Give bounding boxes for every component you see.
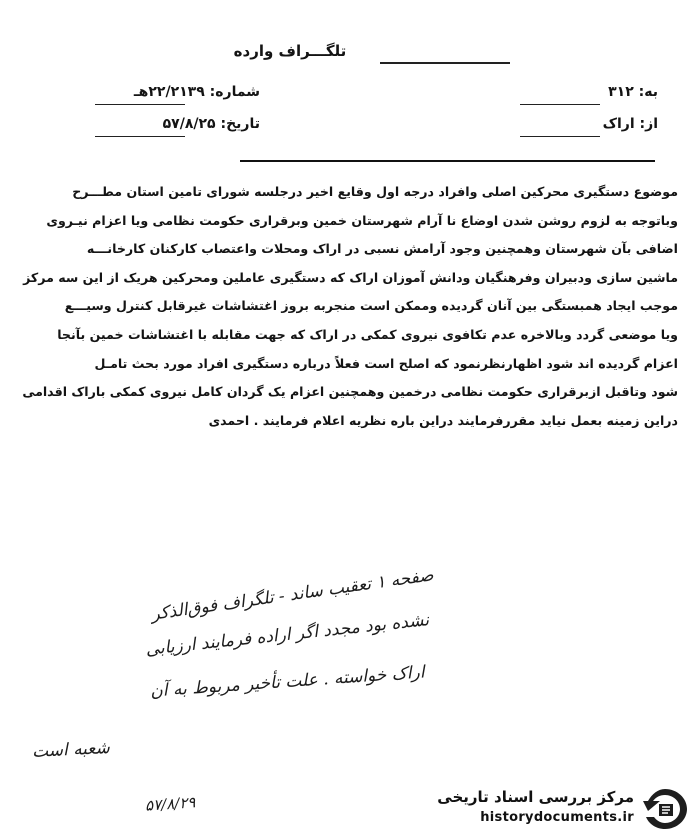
archive-name: مرکز بررسی اسناد تاریخی [437,788,634,806]
archive-logo-icon [640,786,690,832]
handwritten-note-line: نشده بود مجدد اگر اراده فرمایند ارزیابی [145,610,431,660]
body-line: دراین زمینه بعمل نیاید مقررفرمایند دراین باره نظریه اعلام فرمایند . احمدی [208,412,678,428]
body-line: اعزام گردیده اند شود اظهارنظرنمود که اصلح است فعلاً درباره دستگیری افراد مورد بحث تامـل [94,355,678,371]
recipient-underline [520,104,600,105]
telegram-body [18,178,678,435]
body-line: ماشین سازی ودبیران وفرهنگیان ودانش آموزان اراک که دستگیری عاملین ومحرکین هریک از این سه مرکز [23,269,678,285]
body-line: شود وتاقبل ازبرقراری حکومت نظامی درخمین وهمچنین اعزام یک گردان کامل نیروی کمکی باراک اقدامی [22,384,678,400]
sender-underline [520,136,600,137]
archive-url: historydocuments.ir [480,810,634,825]
document-title: تلگـــراف وارده [233,42,347,60]
date-underline [95,136,185,137]
title-underline [380,62,510,64]
body-line: اضافی بآن شهرستان وهمچنین وجود آرامش نسبی در اراک ومحلات واعتصاب کارکنان کارخانـــه [86,241,678,257]
body-line: موضوع دستگیری محرکین اصلی وافراد درجه اول وقایع اخیر درجلسه شورای تامین استان مطـــرح [72,184,678,199]
body-line: ویا موضعی گردد وبالاخره عدم تکافوی نیروی کمکی در اراک که جهت مقابله با اغتشاشات خمین بآنجا [57,326,678,342]
number-underline [95,104,185,105]
header-separator [240,160,655,162]
body-line: وباتوجه به لزوم روشن شدن اوضاع نا آرام شهرستان خمین وبرقراری حکومت نظامی ویا اعزام نیـروی [46,212,678,228]
handwritten-note-line: اراک خواسته . علت تأخیر مربوط به آن [149,662,426,702]
handwritten-note-line: صفحه ۱ تعقیب ساند - تلگراف فوق‌الذکر [150,565,436,625]
body-line: موجب ایجاد همبستگی بین آنان گردیده وممکن است منجربه بروز اغتشاشات غیرقابل کنترل وسیـــع [64,298,678,314]
recipient-field: به: ۳۱۲ [608,84,658,100]
date-field: تاریخ: ۵۷/۸/۲۵ [162,116,260,132]
handwritten-date: ۵۷/۸/۲۹ [144,793,196,815]
archive-watermark [410,786,690,832]
number-field: شماره: ۲۲/۲۱۳۹هـ [133,84,260,100]
sender-field: از: اراک [602,116,658,132]
handwritten-note-line: شعبه است [31,737,111,763]
